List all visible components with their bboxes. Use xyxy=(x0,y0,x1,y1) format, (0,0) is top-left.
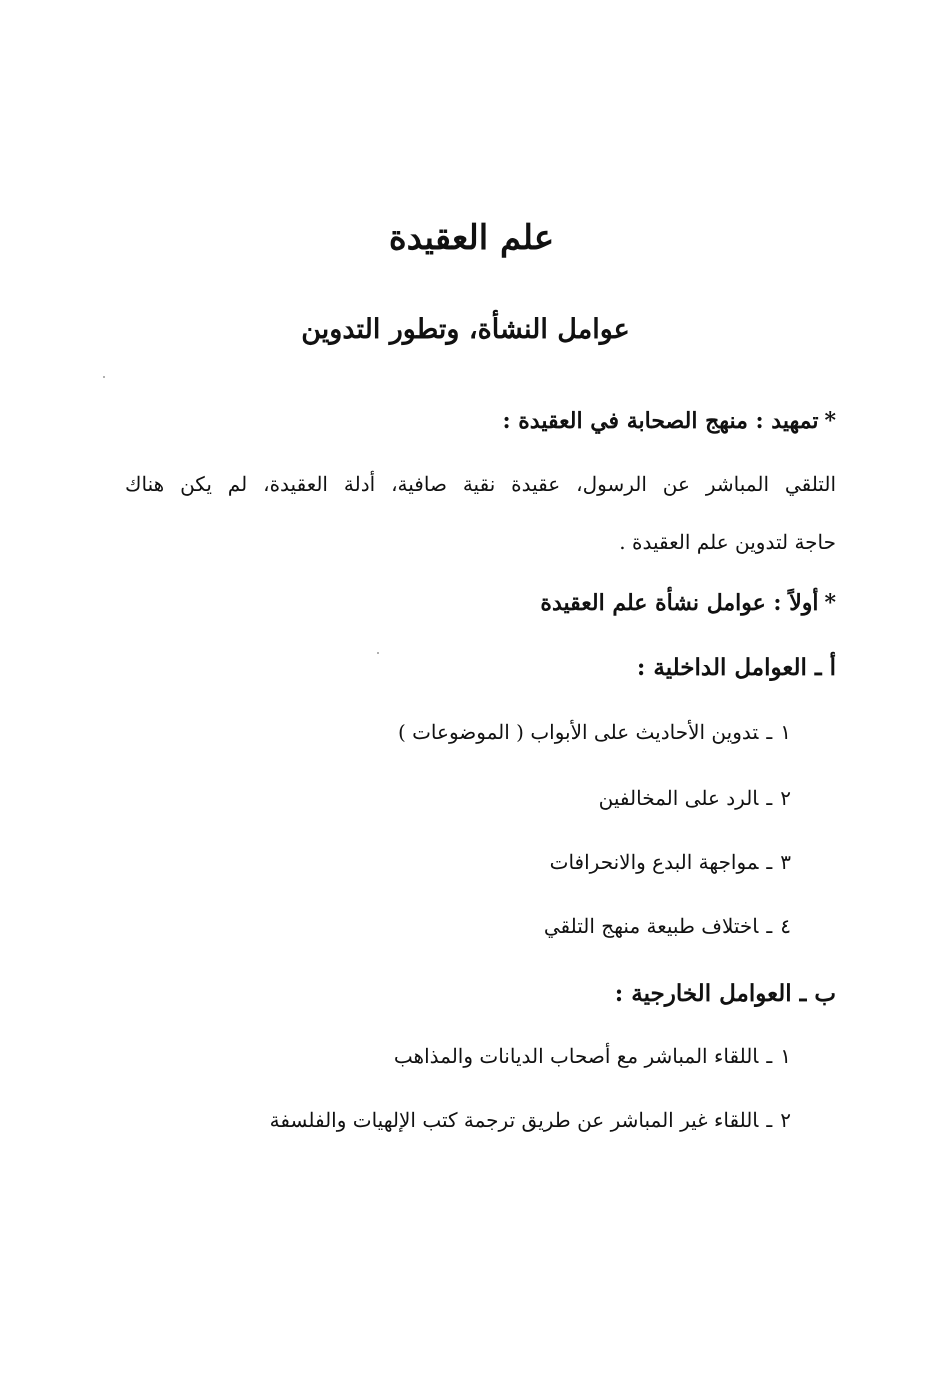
external-factors-heading: ب ـ العوامل الخارجية : xyxy=(614,980,836,1007)
item-text: اللقاء غير المباشر عن طريق ترجمة كتب الإلهيات والفلسفة xyxy=(269,1108,759,1132)
item-text: مواجهة البدع والانحرافات xyxy=(549,850,759,874)
list-item xyxy=(599,786,791,810)
bullet-star: * xyxy=(824,590,836,616)
intro-paragraph-line-2: حاجة لتدوين علم العقيدة . xyxy=(619,530,836,554)
item-dash: ـ xyxy=(766,850,773,874)
item-text: اختلاف طبيعة منهج التلقي xyxy=(543,914,759,938)
internal-factors-heading: أ ـ العوامل الداخلية : xyxy=(636,654,836,681)
page-title: علم العقيدة xyxy=(388,218,555,258)
item-text: اللقاء المباشر مع أصحاب الديانات والمذاهب xyxy=(393,1044,759,1068)
intro-heading xyxy=(503,408,837,434)
item-dash: ـ xyxy=(766,720,773,744)
item-dash: ـ xyxy=(766,1044,773,1068)
item-number: ١ xyxy=(780,1044,791,1068)
list-item xyxy=(270,1108,791,1132)
item-text: الرد على المخالفين xyxy=(598,786,759,810)
item-number: ٤ xyxy=(780,914,791,938)
page-subtitle: عوامل النشأة، وتطور التدوين xyxy=(301,314,630,345)
scan-speck xyxy=(103,376,105,378)
list-item xyxy=(544,914,791,938)
list-item xyxy=(550,850,791,874)
item-number: ١ xyxy=(780,720,791,744)
item-dash: ـ xyxy=(766,1108,773,1132)
bullet-star: * xyxy=(824,408,836,434)
section1-heading xyxy=(540,590,836,616)
item-dash: ـ xyxy=(766,786,773,810)
item-number: ٣ xyxy=(780,850,791,874)
section1-heading-text: أولاً : عوامل نشأة علم العقيدة xyxy=(540,590,819,616)
item-text: تدوين الأحاديث على الأبواب ( الموضوعات ) xyxy=(397,720,759,744)
item-dash: ـ xyxy=(766,914,773,938)
list-item xyxy=(398,720,791,744)
list-item xyxy=(394,1044,791,1068)
scan-speck xyxy=(377,652,379,654)
item-number: ٢ xyxy=(780,786,791,810)
intro-heading-text: تمهيد : منهج الصحابة في العقيدة : xyxy=(502,408,819,434)
item-number: ٢ xyxy=(780,1108,791,1132)
intro-paragraph-line-1: التلقي المباشر عن الرسول، عقيدة نقية صافية، أدلة العقيدة، لم يكن هناك xyxy=(125,472,836,496)
